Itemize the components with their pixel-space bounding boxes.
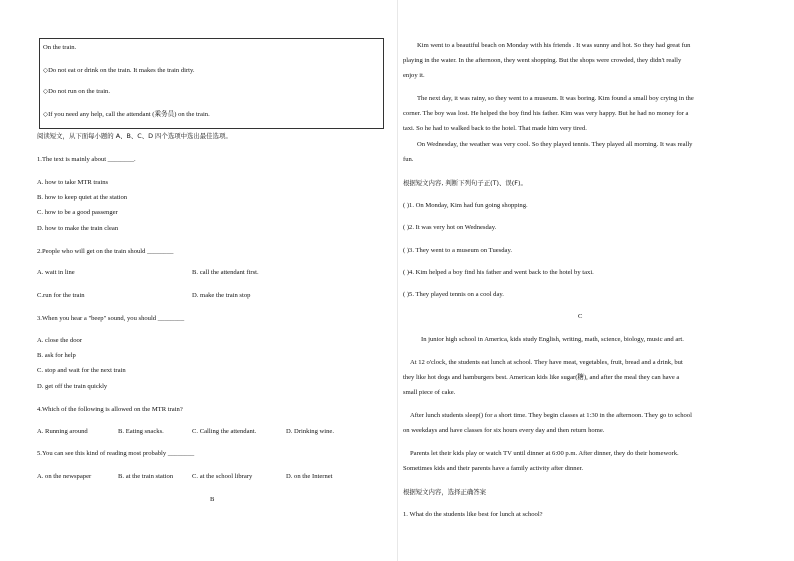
question-stem: 4.Which of the following is allowed on the MTR train? (37, 406, 183, 413)
instruction: 阅读短文，从下面每小题的 A、B、C、D 四个选项中选出最佳选项。 (37, 132, 232, 140)
passage-line: playing in the water. In the afternoon, they went shopping. But the shops were crowded, they didn't really (403, 57, 682, 64)
option: D. on the Internet (286, 473, 333, 480)
option: A. close the door (37, 337, 83, 344)
option: B. at the train station (118, 473, 174, 480)
question-stem: 3.When you hear a "beep" sound, you should ________ (37, 315, 185, 322)
option: C. stop and wait for the next train (37, 367, 126, 374)
passage-line: In junior high school in America, kids study English, writing, math, science, biology, music and art. (421, 336, 684, 343)
passage-line: At 12 o'clock, the students eat lunch at school. They have meat, vegetables, fruit, bread and a drink, but (410, 359, 683, 366)
passage-line: Sometimes kids and their parents have a family activity after dinner. (403, 465, 583, 472)
page-divider (397, 0, 398, 561)
passage-line: The next day, it was rainy, so they went to a museum. It was boring. Kim found a small boy crying in the (417, 95, 694, 102)
option: D. Drinking wine. (286, 428, 334, 435)
tf-item: ( )2. It was very hot on Wednesday. (403, 224, 497, 231)
option: D. make the train stop (192, 292, 251, 299)
rule-line: ◇Do not eat or drink on the train. It makes the train dirty. (43, 67, 195, 74)
option: C.run for the train (37, 292, 85, 299)
option: A. wait in line (37, 269, 75, 276)
passage-line: corner. The boy was lost. He helped the boy find his father. Kim was very happy. But he had no money for a (403, 110, 689, 117)
option: B. ask for help (37, 352, 76, 359)
tf-item: ( )4. Kim helped a boy find his father and went back to the hotel by taxi. (403, 269, 594, 276)
question-stem: 1.The text is mainly about ________. (37, 156, 136, 163)
option: C. how to be a good passenger (37, 209, 118, 216)
passage-line: on weekdays and have classes for six hours every day and then return home. (403, 427, 605, 434)
option: D. get off the train quickly (37, 383, 108, 390)
option: C. Calling the attendant. (192, 428, 257, 435)
tf-item: ( )3. They went to a museum on Tuesday. (403, 247, 512, 254)
passage-line: enjoy it. (403, 72, 425, 79)
tf-item: ( )5. They played tennis on a cool day. (403, 291, 504, 298)
question-stem: 5.You can see this kind of reading most probably ________ (37, 450, 195, 457)
rules-box (39, 38, 384, 129)
question-stem: 2.People who will get on the train should ________ (37, 248, 174, 255)
tf-item: ( )1. On Monday, Kim had fun going shopping. (403, 202, 528, 209)
option: B. call the attendant first. (192, 269, 259, 276)
passage-line: On Wednesday, the weather was very cool. So they played tennis. They played all morning. It was really (417, 141, 693, 148)
option: A. Running around (37, 428, 88, 435)
passage-line: Kim went to a beautiful beach on Monday with his friends . It was sunny and hot. So they had great fun (417, 42, 691, 49)
rule-line: ◇If you need any help, call the attendant (乘务员) on the train. (43, 111, 210, 118)
option: A. how to take MTR trains (37, 179, 109, 186)
option: C. at the school library (192, 473, 253, 480)
passage-line: fun. (403, 156, 414, 163)
option: B. how to keep quiet at the station (37, 194, 128, 201)
passage-line: small piece of cake. (403, 389, 456, 396)
passage-line: they like hot dogs and hamburgers best. American kids like sugar(糖), and after the meal they can have a (403, 374, 680, 381)
question-stem: 1. What do the students like best for lunch at school? (403, 511, 543, 518)
section-heading-c: C (578, 313, 583, 320)
rule-line: ◇Do not run on the train. (43, 88, 110, 95)
tf-instruction: 根据短文内容, 判断下列句子正(T)、误(F)。 (403, 179, 527, 187)
passage-line: Parents let their kids play or watch TV until dinner at 6:00 p.m. After dinner, they do their homework. (410, 450, 679, 457)
passage-line: After lunch students sleep() for a short time. They begin classes at 1:30 in the afternoon. They go to school (410, 412, 692, 419)
rule-line: On the train. (43, 44, 77, 51)
option: A. on the newspaper (37, 473, 92, 480)
option: D. how to make the train clean (37, 225, 119, 232)
section-heading-b: B (210, 496, 215, 503)
option: B. Eating snacks. (118, 428, 164, 435)
passage-line: taxi. So he had to walked back to the hotel. That made him very tired. (403, 125, 587, 132)
choice-instruction: 根据短文内容，选择正确答案 (403, 488, 487, 496)
